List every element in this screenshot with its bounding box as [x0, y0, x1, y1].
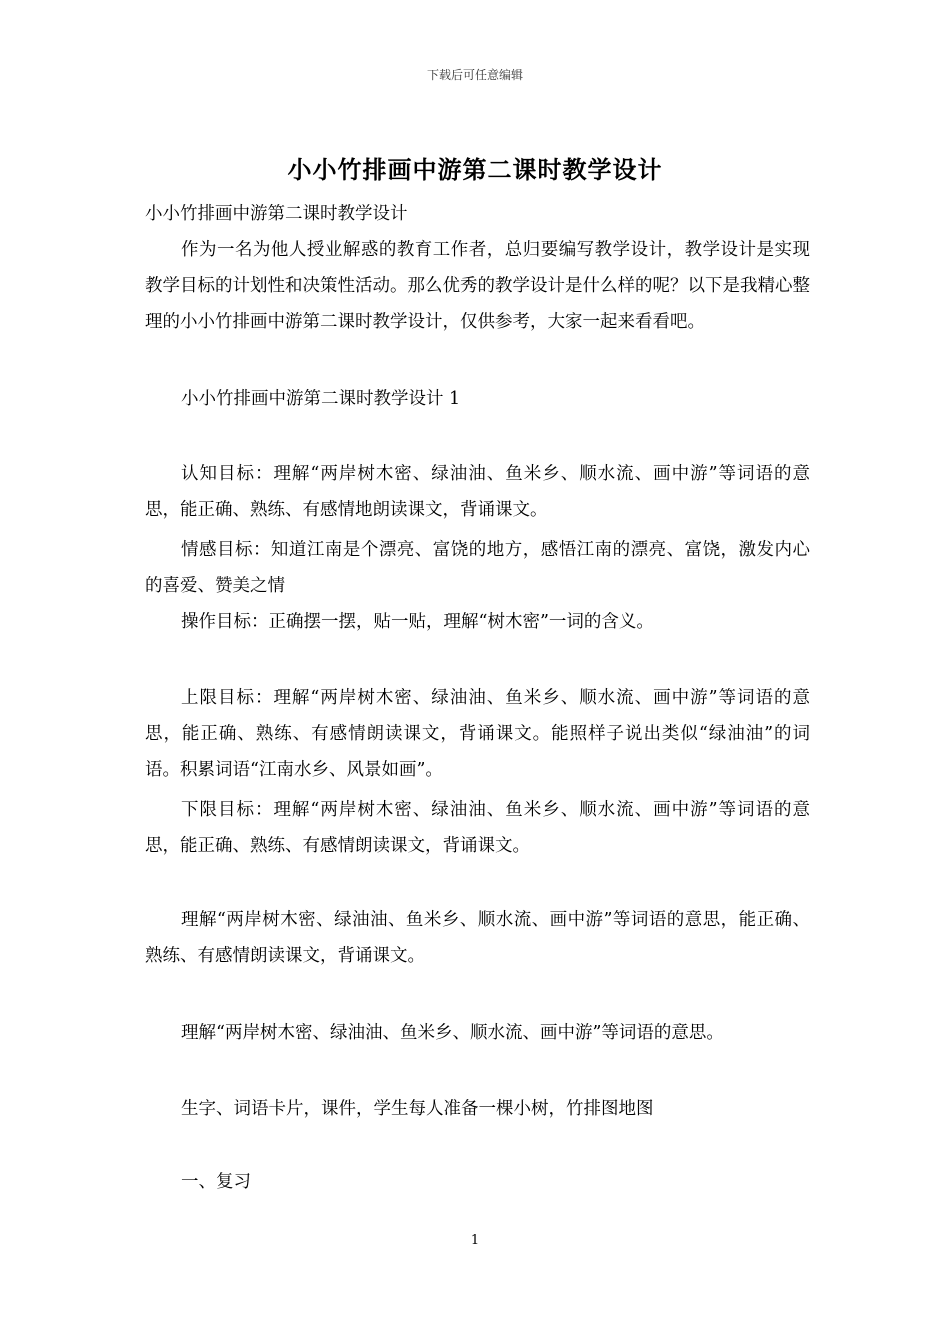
preparation-paragraph: 生字、词语卡片，课件，学生每人准备一棵小树，竹排图地图	[181, 1099, 654, 1119]
subtitle-paragraph: 小小竹排画中游第二课时教学设计	[145, 204, 408, 224]
cognitive-goal-paragraph: 认知目标：理解“两岸树木密、绿油油、鱼米乡、顺水流、画中游”等词语的意思，能正确、熟练、有感情地朗读课文，背诵课文。	[145, 464, 810, 520]
key-point-paragraph: 理解“两岸树木密、绿油油、鱼米乡、顺水流、画中游”等词语的意思，能正确、熟练、有感情朗读课文，背诵课文。	[145, 910, 810, 966]
lower-goal-paragraph: 下限目标：理解“两岸树木密、绿油油、鱼米乡、顺水流、画中游”等词语的意思，能正确、熟练、有感情朗读课文，背诵课文。	[145, 800, 810, 856]
difficulty-paragraph: 理解“两岸树木密、绿油油、鱼米乡、顺水流、画中游”等词语的意思。	[181, 1023, 724, 1043]
intro-paragraph: 作为一名为他人授业解惑的教育工作者，总归要编写教学设计，教学设计是实现教学目标的计划性和决策性活动。那么优秀的教学设计是什么样的呢？以下是我精心整理的小小竹排画中游第二课时教学设计，仅供参考，大家一起来看看吧。	[145, 240, 810, 332]
page-number: 1	[470, 1233, 480, 1248]
review-heading: 一、复习	[181, 1172, 251, 1192]
operation-goal-paragraph: 操作目标：正确摆一摆，贴一贴，理解“树木密”一词的含义。	[181, 612, 654, 632]
section-heading-1: 小小竹排画中游第二课时教学设计 1	[181, 389, 461, 409]
emotional-goal-paragraph: 情感目标：知道江南是个漂亮、富饶的地方，感悟江南的漂亮、富饶，激发内心的喜爱、赞美之情	[145, 540, 810, 596]
page-header: 下载后可任意编辑	[426, 68, 523, 82]
upper-goal-paragraph: 上限目标：理解“两岸树木密、绿油油、鱼米乡、顺水流、画中游”等词语的意思，能正确、熟练、有感情朗读课文，背诵课文。能照样子说出类似“绿油油”的词语。积累词语“江南水乡、风景如画”。	[145, 688, 810, 780]
document-title: 小小竹排画中游第二课时教学设计	[287, 155, 663, 184]
